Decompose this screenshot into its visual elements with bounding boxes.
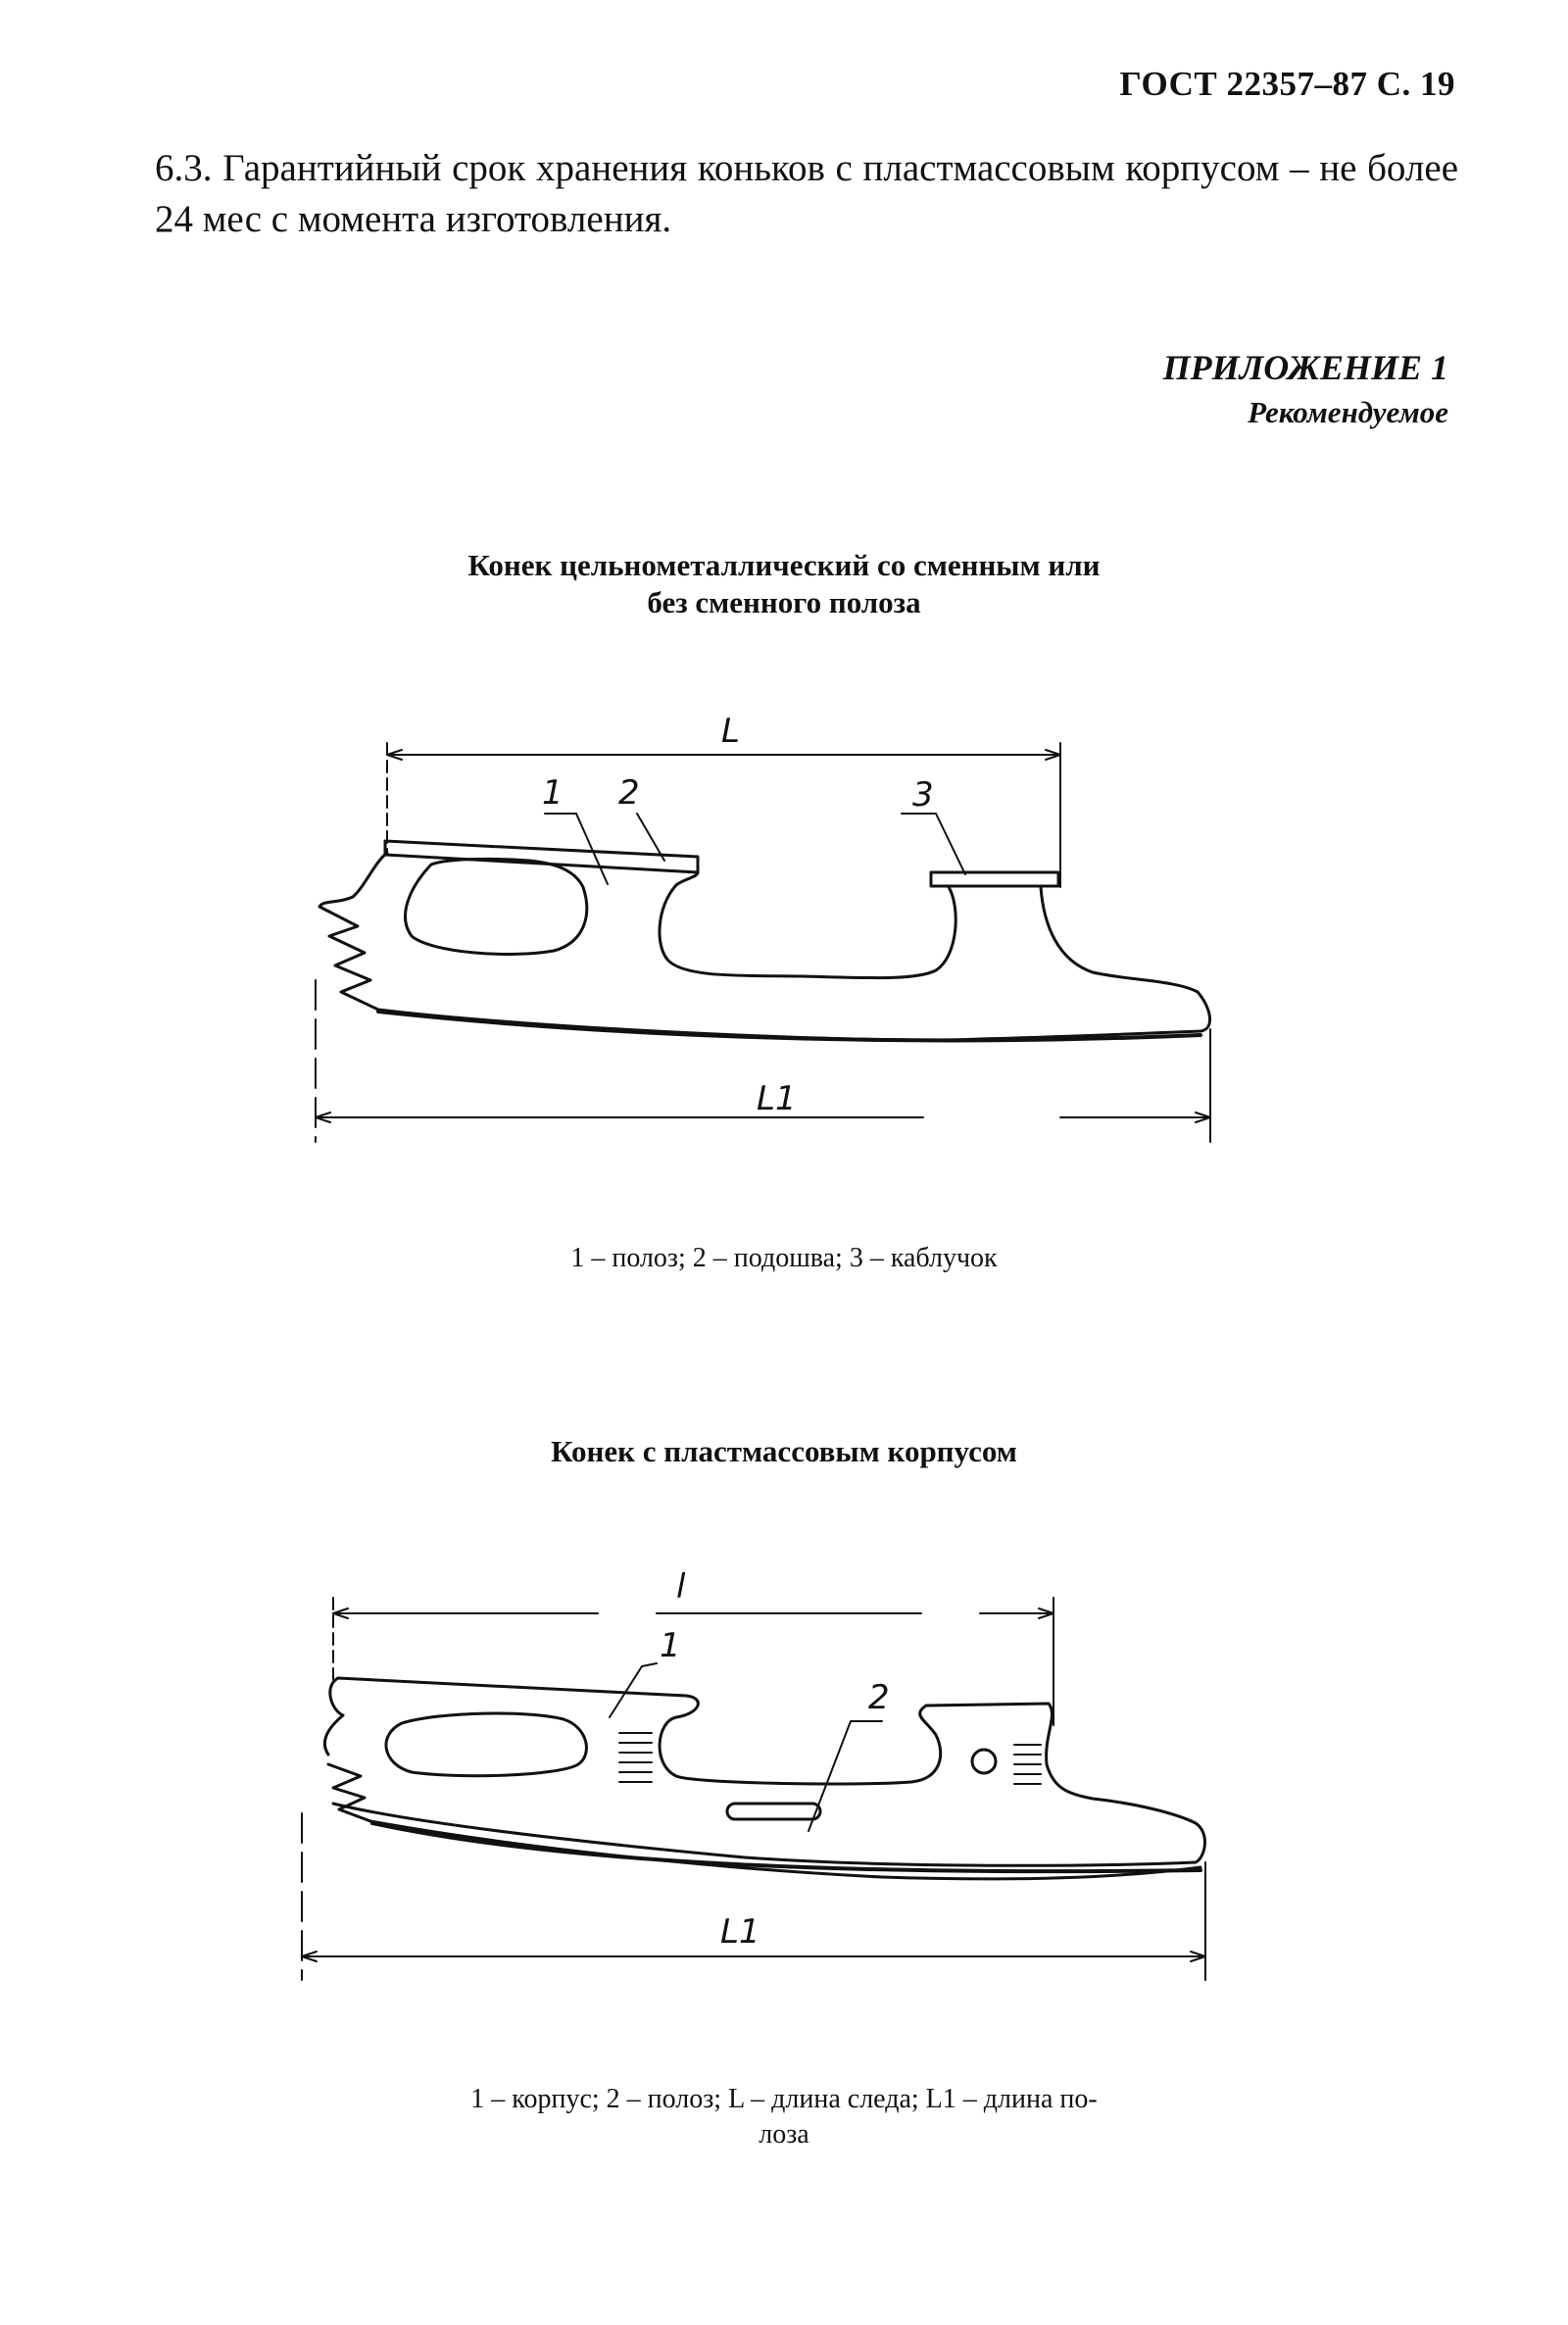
appendix-title: ПРИЛОЖЕНИЕ 1 [1162, 348, 1448, 387]
fig1-label-L1: L1 [757, 1079, 797, 1118]
fig2-label-2: 2 [868, 1678, 890, 1717]
figure2-title: Конек с пластмассовым корпусом [551, 1434, 1017, 1468]
figure2-caption [0, 2082, 1568, 2152]
fig1-label-2: 2 [618, 773, 640, 813]
figure1-title-line2: без сменного полоза [647, 585, 921, 619]
fig2-label-L1: L1 [720, 1912, 760, 1952]
section-6-3-paragraph: 6.3. Гарантийный срок хранения коньков с пластмассовым корпусом – не более 24 мес с момента изготовления. [155, 147, 1458, 240]
fig1-label-3: 3 [912, 775, 934, 815]
appendix-subtitle: Рекомендуемое [1248, 395, 1448, 429]
figure1-caption: 1 – полоз; 2 – подошва; 3 – каблучок [570, 1243, 998, 1273]
page-header: ГОСТ 22357–87 С. 19 [1119, 65, 1455, 103]
figure2-caption-line1: 1 – корпус; 2 – полоз; L – длина следа; L1 – длина по- [470, 2084, 1098, 2114]
fig1-label-1: 1 [542, 773, 564, 813]
figure1-title-line1: Конек цельнометаллический со сменным или [467, 548, 1101, 582]
fig2-label-l: l [676, 1567, 686, 1607]
fig2-label-1: 1 [660, 1626, 681, 1665]
fig1-label-L: L [721, 712, 740, 751]
figure2-caption-line2: лоза [759, 2119, 809, 2150]
